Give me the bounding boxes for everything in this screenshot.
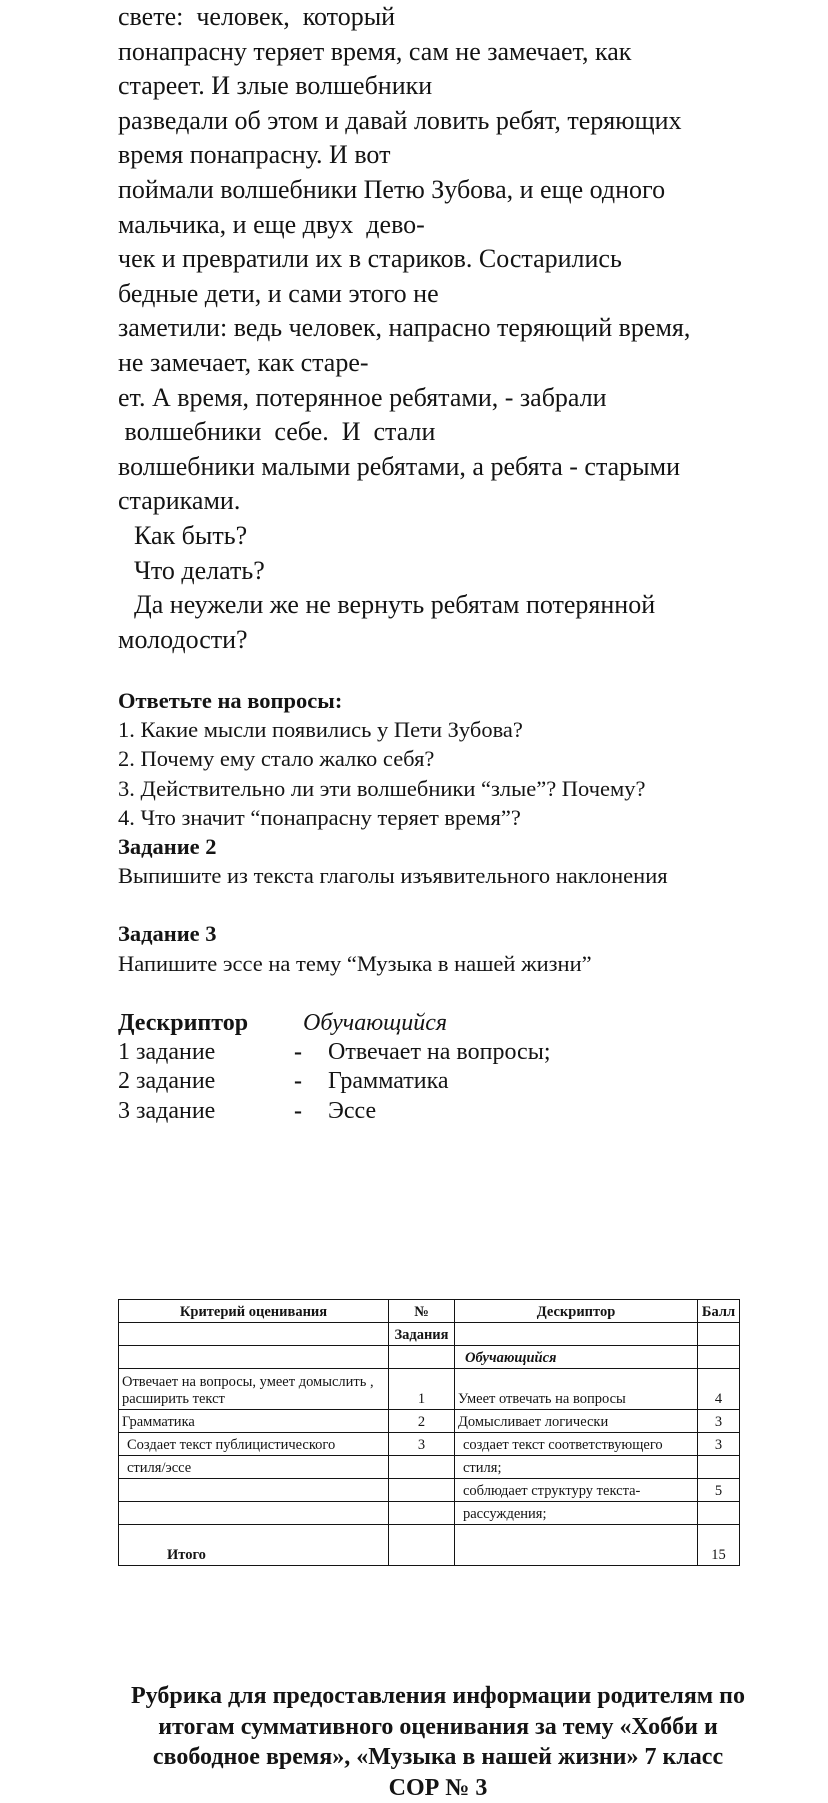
total-label: Итого [119, 1525, 389, 1566]
cell-descriptor: рассуждения; [455, 1502, 698, 1525]
table-header-row [119, 1323, 740, 1346]
table-total-row [119, 1525, 740, 1566]
header-score: Балл [698, 1300, 740, 1323]
descriptor-title: Дескриптор [118, 1009, 268, 1038]
story-text [118, 0, 778, 657]
descriptor-dash: - [268, 1067, 328, 1096]
question-item: 1. Какие мысли появились у Пети Зубова? [118, 715, 798, 744]
story-line: чек и превратили их в стариков. Состарились [118, 242, 778, 277]
cell-criterion: стиля/эссе [119, 1456, 389, 1479]
story-line: Как быть? [118, 519, 778, 554]
cell-score [698, 1456, 740, 1479]
table-row [119, 1433, 740, 1456]
assessment-table [118, 1299, 740, 1566]
total-score: 15 [698, 1525, 740, 1566]
rubric-title [108, 1681, 768, 1803]
cell-score: 5 [698, 1479, 740, 1502]
story-line: стариками. [118, 484, 778, 519]
descriptor-task: 3 задание [118, 1097, 268, 1126]
task2-title: Задание 2 [118, 832, 798, 861]
cell-descriptor: соблюдает структуру текста- [455, 1479, 698, 1502]
cell-score: 4 [698, 1369, 740, 1410]
header-number: № [389, 1300, 455, 1323]
cell-descriptor: Умеет отвечать на вопросы [455, 1369, 698, 1410]
question-item: 2. Почему ему стало жалко себя? [118, 744, 798, 773]
descriptor-text: Отвечает на вопросы; [328, 1038, 550, 1067]
cell-score: 3 [698, 1433, 740, 1456]
story-line: Да неужели же не вернуть ребятам потерянной [118, 588, 778, 623]
header-descriptor: Дескриптор [455, 1300, 698, 1323]
questions-section [118, 686, 798, 978]
table-header-row [119, 1346, 740, 1369]
cell-number [389, 1456, 455, 1479]
table-row [119, 1479, 740, 1502]
cell-descriptor: создает текст соответствующего [455, 1433, 698, 1456]
cell-criterion: Отвечает на вопросы, умеет домыслить , расширить текст [119, 1369, 389, 1410]
story-line: не замечает, как старе- [118, 346, 778, 381]
question-item: 4. Что значит “понапрасну теряет время”? [118, 803, 798, 832]
table-row [119, 1502, 740, 1525]
task3-text: Напишите эссе на тему “Музыка в нашей жизни” [118, 949, 798, 978]
table-row [119, 1456, 740, 1479]
cell-criterion: Создает текст публицистического [119, 1433, 389, 1456]
story-line: волшебники малыми ребятами, а ребята - старыми [118, 450, 778, 485]
rubric-line: итогам суммативного оценивания за тему «Хобби и [108, 1712, 768, 1743]
descriptor-section [118, 1009, 550, 1126]
cell-criterion [119, 1479, 389, 1502]
cell-number: 3 [389, 1433, 455, 1456]
story-line: время понапрасну. И вот [118, 138, 778, 173]
cell-criterion [119, 1502, 389, 1525]
table-header-row [119, 1300, 740, 1323]
story-line: молодости? [118, 623, 778, 658]
cell-descriptor: Домысливает логически [455, 1410, 698, 1433]
rubric-line: СОР № 3 [108, 1773, 768, 1803]
story-line: понапрасну теряет время, сам не замечает, как [118, 35, 778, 70]
story-line: заметили: ведь человек, напрасно теряющий время, [118, 311, 778, 346]
descriptor-task: 2 задание [118, 1067, 268, 1096]
header-number-2: Задания [389, 1323, 455, 1346]
task2-text: Выпишите из текста глаголы изъявительного наклонения [118, 861, 798, 890]
task3-title: Задание 3 [118, 919, 798, 948]
rubric-line: свободное время», «Музыка в нашей жизни» 7 класс [108, 1742, 768, 1773]
cell-criterion: Грамматика [119, 1410, 389, 1433]
story-line: разведали об этом и давай ловить ребят, теряющих [118, 104, 778, 139]
descriptor-dash: - [268, 1038, 328, 1067]
story-line: Что делать? [118, 554, 778, 589]
table-row [119, 1369, 740, 1410]
story-line: волшебники себе. И стали [118, 415, 778, 450]
descriptor-text: Грамматика [328, 1067, 449, 1096]
questions-heading: Ответьте на вопросы: [118, 686, 798, 715]
story-line: свете: человек, который [118, 0, 778, 35]
cell-descriptor: стиля; [455, 1456, 698, 1479]
question-item: 3. Действительно ли эти волшебники “злые”? Почему? [118, 774, 798, 803]
subheader-descriptor: Обучающийся [455, 1346, 698, 1369]
story-line: бедные дети, и сами этого не [118, 277, 778, 312]
descriptor-task: 1 задание [118, 1038, 268, 1067]
story-line: мальчика, и еще двух дево- [118, 208, 778, 243]
cell-number: 1 [389, 1369, 455, 1410]
story-line: стареет. И злые волшебники [118, 69, 778, 104]
story-line: ет. А время, потерянное ребятами, - забрали [118, 381, 778, 416]
cell-score [698, 1502, 740, 1525]
descriptor-subtitle: Обучающийся [303, 1009, 447, 1038]
cell-number [389, 1479, 455, 1502]
rubric-line: Рубрика для предоставления информации родителям по [108, 1681, 768, 1712]
cell-number [389, 1502, 455, 1525]
cell-score: 3 [698, 1410, 740, 1433]
cell-number: 2 [389, 1410, 455, 1433]
descriptor-text: Эссе [328, 1097, 376, 1126]
story-line: поймали волшебники Петю Зубова, и еще одного [118, 173, 778, 208]
table-row [119, 1410, 740, 1433]
header-criterion: Критерий оценивания [119, 1300, 389, 1323]
descriptor-dash: - [268, 1097, 328, 1126]
